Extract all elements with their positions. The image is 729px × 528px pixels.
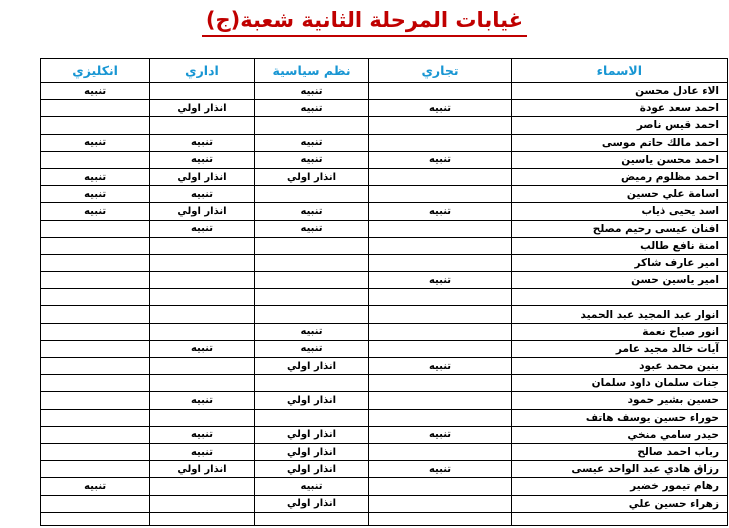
commercial-value-cell	[369, 443, 511, 460]
english-value-cell	[41, 220, 150, 237]
english-value-cell	[41, 426, 150, 443]
english-value-cell: تنبيه	[41, 186, 150, 203]
student-name-cell: امير عارف شاكر	[511, 254, 727, 271]
commercial-value-cell	[369, 186, 511, 203]
table-row	[41, 272, 728, 289]
commercial-value-cell	[369, 117, 511, 134]
table-row	[41, 117, 728, 134]
column-header-commercial: تجاري	[369, 59, 511, 83]
commercial-value-cell	[369, 306, 511, 323]
student-name-cell: بنين محمد عبود	[511, 358, 727, 375]
political-value-cell	[254, 375, 369, 392]
political-value-cell: تنبيه	[254, 478, 369, 495]
english-value-cell	[41, 340, 150, 357]
political-value-cell: انذار اولي	[254, 443, 369, 460]
administrative-value-cell	[150, 272, 254, 289]
english-value-cell	[41, 358, 150, 375]
table-row	[41, 168, 728, 185]
political-value-cell: تنبيه	[254, 323, 369, 340]
political-value-cell: تنبيه	[254, 83, 369, 100]
english-value-cell	[41, 117, 150, 134]
table-row	[41, 134, 728, 151]
administrative-value-cell: تنبيه	[150, 340, 254, 357]
table-row	[41, 220, 728, 237]
table-row	[41, 375, 728, 392]
administrative-value-cell	[150, 375, 254, 392]
commercial-value-cell	[369, 392, 511, 409]
student-name-cell: اسد يحيى ذياب	[511, 203, 727, 220]
english-value-cell: تنبيه	[41, 83, 150, 100]
political-value-cell	[254, 254, 369, 271]
commercial-value-cell: تنبيه	[369, 203, 511, 220]
commercial-value-cell: تنبيه	[369, 426, 511, 443]
student-name-cell: حسين بشير حمود	[511, 392, 727, 409]
english-value-cell	[41, 272, 150, 289]
commercial-value-cell	[369, 340, 511, 357]
student-name-cell: الاء عادل محسن	[511, 83, 727, 100]
english-value-cell: تنبيه	[41, 203, 150, 220]
student-name-cell: احمد مالك حاتم موسى	[511, 134, 727, 151]
administrative-value-cell: تنبيه	[150, 426, 254, 443]
header-row	[41, 59, 728, 83]
political-value-cell	[254, 117, 369, 134]
administrative-value-cell: تنبيه	[150, 392, 254, 409]
english-value-cell	[41, 323, 150, 340]
student-name-cell: انور صباح نعمة	[511, 323, 727, 340]
administrative-value-cell	[150, 512, 254, 525]
english-value-cell	[41, 306, 150, 323]
student-name-cell: آيات خالد مجيد عامر	[511, 340, 727, 357]
title-container	[0, 6, 729, 37]
administrative-value-cell	[150, 306, 254, 323]
political-value-cell: انذار اولي	[254, 495, 369, 512]
table-row	[41, 237, 728, 254]
table-row	[41, 443, 728, 460]
administrative-value-cell	[150, 323, 254, 340]
table-row	[41, 83, 728, 100]
political-value-cell: تنبيه	[254, 151, 369, 168]
student-name-cell: رباب احمد صالح	[511, 443, 727, 460]
commercial-value-cell	[369, 478, 511, 495]
political-value-cell: انذار اولي	[254, 461, 369, 478]
student-name-cell: امير ياسين حسن	[511, 272, 727, 289]
commercial-value-cell: تنبيه	[369, 358, 511, 375]
administrative-value-cell: تنبيه	[150, 186, 254, 203]
commercial-value-cell	[369, 409, 511, 426]
commercial-value-cell	[369, 83, 511, 100]
administrative-value-cell	[150, 254, 254, 271]
political-value-cell: تنبيه	[254, 134, 369, 151]
english-value-cell	[41, 254, 150, 271]
table-row	[41, 358, 728, 375]
english-value-cell	[41, 495, 150, 512]
student-name-cell: انوار عبد المجيد عبد الحميد	[511, 306, 727, 323]
english-value-cell: تنبيه	[41, 478, 150, 495]
political-value-cell	[254, 289, 369, 306]
english-value-cell: تنبيه	[41, 168, 150, 185]
administrative-value-cell: تنبيه	[150, 220, 254, 237]
student-name-cell: امنة نافع طالب	[511, 237, 727, 254]
column-header-names: الاسماء	[511, 59, 727, 83]
student-name-cell: رزاق هادي عبد الواحد عيسى	[511, 461, 727, 478]
administrative-value-cell	[150, 495, 254, 512]
student-name-cell: زهراء حسين علي	[511, 495, 727, 512]
administrative-value-cell: تنبيه	[150, 151, 254, 168]
english-value-cell	[41, 289, 150, 306]
political-value-cell	[254, 186, 369, 203]
commercial-value-cell	[369, 220, 511, 237]
student-name-cell: احمد مظلوم رميض	[511, 168, 727, 185]
column-header-administrative: اداري	[150, 59, 254, 83]
page-title: غيابات المرحلة الثانية شعبة(ج)	[202, 6, 527, 37]
commercial-value-cell	[369, 289, 511, 306]
political-value-cell: انذار اولي	[254, 426, 369, 443]
table-row	[41, 409, 728, 426]
absence-table	[40, 58, 728, 526]
political-value-cell: تنبيه	[254, 203, 369, 220]
political-value-cell: تنبيه	[254, 340, 369, 357]
table-row	[41, 100, 728, 117]
column-header-english: انكليزي	[41, 59, 150, 83]
political-value-cell: انذار اولي	[254, 392, 369, 409]
commercial-value-cell: تنبيه	[369, 151, 511, 168]
table-header	[41, 59, 728, 83]
student-name-cell	[511, 289, 727, 306]
column-header-political: نظم سياسية	[254, 59, 369, 83]
table-row	[41, 461, 728, 478]
table-row	[41, 151, 728, 168]
table-row	[41, 426, 728, 443]
table-row	[41, 203, 728, 220]
english-value-cell: تنبيه	[41, 134, 150, 151]
student-name-cell: جنات سلمان داود سلمان	[511, 375, 727, 392]
administrative-value-cell: انذار اولي	[150, 168, 254, 185]
political-value-cell: تنبيه	[254, 100, 369, 117]
table-row	[41, 340, 728, 357]
table-row	[41, 289, 728, 306]
english-value-cell	[41, 443, 150, 460]
administrative-value-cell	[150, 289, 254, 306]
administrative-value-cell	[150, 237, 254, 254]
political-value-cell: تنبيه	[254, 220, 369, 237]
student-name-cell	[511, 512, 727, 525]
table-row	[41, 512, 728, 525]
table-row	[41, 323, 728, 340]
english-value-cell	[41, 151, 150, 168]
commercial-value-cell: تنبيه	[369, 100, 511, 117]
administrative-value-cell	[150, 83, 254, 100]
english-value-cell	[41, 461, 150, 478]
english-value-cell	[41, 100, 150, 117]
student-name-cell: احمد قيس ناصر	[511, 117, 727, 134]
administrative-value-cell	[150, 478, 254, 495]
table-row	[41, 306, 728, 323]
commercial-value-cell	[369, 375, 511, 392]
student-name-cell: افنان عيسى رحيم مصلح	[511, 220, 727, 237]
commercial-value-cell	[369, 134, 511, 151]
commercial-value-cell	[369, 512, 511, 525]
commercial-value-cell: تنبيه	[369, 461, 511, 478]
political-value-cell: انذار اولي	[254, 358, 369, 375]
table-row	[41, 392, 728, 409]
political-value-cell	[254, 306, 369, 323]
administrative-value-cell	[150, 117, 254, 134]
table-row	[41, 478, 728, 495]
administrative-value-cell: تنبيه	[150, 134, 254, 151]
student-name-cell: اسامة علي حسين	[511, 186, 727, 203]
political-value-cell	[254, 409, 369, 426]
english-value-cell	[41, 512, 150, 525]
commercial-value-cell	[369, 237, 511, 254]
table-row	[41, 254, 728, 271]
student-name-cell: رهام تيمور خضير	[511, 478, 727, 495]
english-value-cell	[41, 409, 150, 426]
english-value-cell	[41, 392, 150, 409]
table-row	[41, 495, 728, 512]
student-name-cell: حيدر سامي منخي	[511, 426, 727, 443]
administrative-value-cell: انذار اولي	[150, 461, 254, 478]
administrative-value-cell	[150, 409, 254, 426]
english-value-cell	[41, 375, 150, 392]
table-body	[41, 83, 728, 526]
political-value-cell	[254, 272, 369, 289]
political-value-cell	[254, 512, 369, 525]
commercial-value-cell	[369, 168, 511, 185]
commercial-value-cell	[369, 254, 511, 271]
commercial-value-cell: تنبيه	[369, 272, 511, 289]
student-name-cell: احمد سعد عودة	[511, 100, 727, 117]
administrative-value-cell: انذار اولي	[150, 203, 254, 220]
student-name-cell: حوراء حسين يوسف هاتف	[511, 409, 727, 426]
administrative-value-cell	[150, 358, 254, 375]
student-name-cell: احمد محسن ياسين	[511, 151, 727, 168]
commercial-value-cell	[369, 323, 511, 340]
administrative-value-cell: انذار اولي	[150, 100, 254, 117]
commercial-value-cell	[369, 495, 511, 512]
political-value-cell: انذار اولي	[254, 168, 369, 185]
administrative-value-cell: تنبيه	[150, 443, 254, 460]
political-value-cell	[254, 237, 369, 254]
english-value-cell	[41, 237, 150, 254]
table-row	[41, 186, 728, 203]
